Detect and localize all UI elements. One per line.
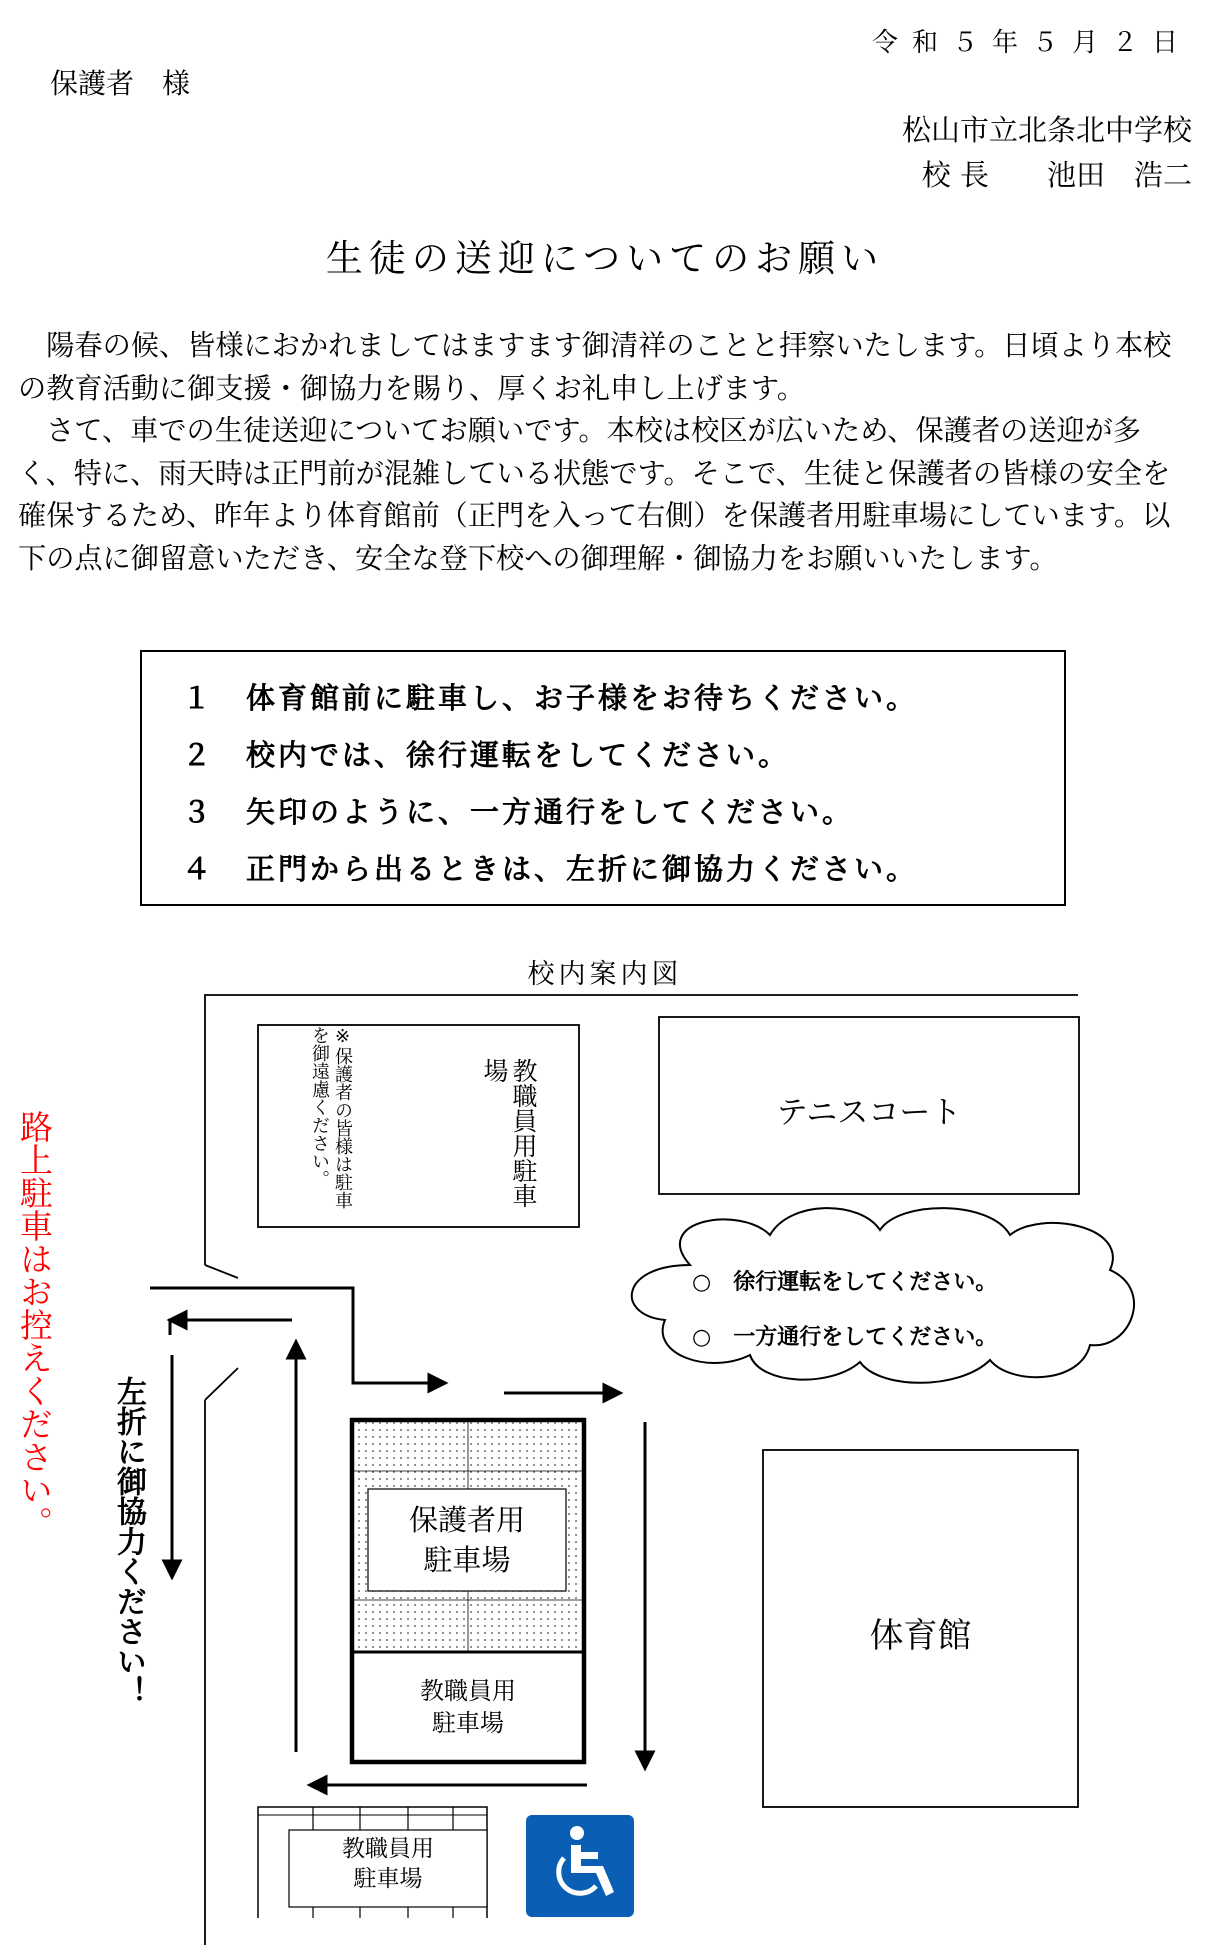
paragraph-request: さて、車での生徒送迎についてお願いです。本校は校区が広いため、保護者の送迎が多く、特に、雨天時は正門前が混雑している状態です。そこで、生徒と保護者の皆様の安全を確保するため、昨年より体育館前（正門を入って右側）を保護者用駐車場にしています。以下の点に御留意いただき、安全な登下校への御理解・御協力をお願いいたします。	[18, 414, 1171, 575]
roadside-parking-warning: 路上駐車はお控えください。	[15, 1110, 54, 1539]
cloud-item-slow-driving: ○ 徐行運転をしてください。	[692, 1270, 998, 1295]
cloud-item-one-way: ○ 一方通行をしてください。	[692, 1325, 998, 1350]
map-title: 校内案内図	[527, 959, 683, 990]
school-name: 松山市立北条北中学校	[901, 113, 1192, 147]
wheelchair-icon	[526, 1815, 634, 1917]
addressee: 保護者 様	[50, 67, 191, 100]
paragraph-greeting: 陽春の候、皆様におかれましてはますます御清祥のことと拝察いたします。日頃より本校の教育活動に御支援・御協力を賜り、厚くお礼申し上げます。	[18, 329, 1172, 405]
left-turn-request: 左折に御協力ください！	[111, 1376, 146, 1706]
staff-parking-mid-label: 教職員用 駐車場	[420, 1677, 516, 1737]
parking-restriction-note: ※保護者の皆様は駐車を御遠慮ください。	[309, 1026, 353, 1209]
principal-name: 校 長 池田 浩二	[921, 158, 1192, 192]
rule-item: ２ 校内では、徐行運転をしてください。	[182, 738, 791, 772]
document-title: 生徒の送迎についてのお願い	[325, 237, 885, 280]
tennis-court-label: テニスコート	[776, 1095, 962, 1131]
rule-item: １ 体育館前に駐車し、お子様をお待ちください。	[182, 681, 919, 715]
gym-label: 体育館	[869, 1616, 972, 1656]
staff-parking-bottom-label: 教職員用 駐車場	[342, 1836, 434, 1892]
staff-parking-top-label: 教職員用駐車場	[480, 1058, 538, 1208]
exit-arrow	[170, 1320, 292, 1335]
date: 令和５年５月２日	[871, 28, 1192, 58]
rule-item: ４ 正門から出るときは、左折に御協力ください。	[182, 852, 919, 886]
parent-parking-label: 保護者用 駐車場	[408, 1503, 525, 1577]
rule-item: ３ 矢印のように、一方通行をしてください。	[182, 795, 855, 829]
